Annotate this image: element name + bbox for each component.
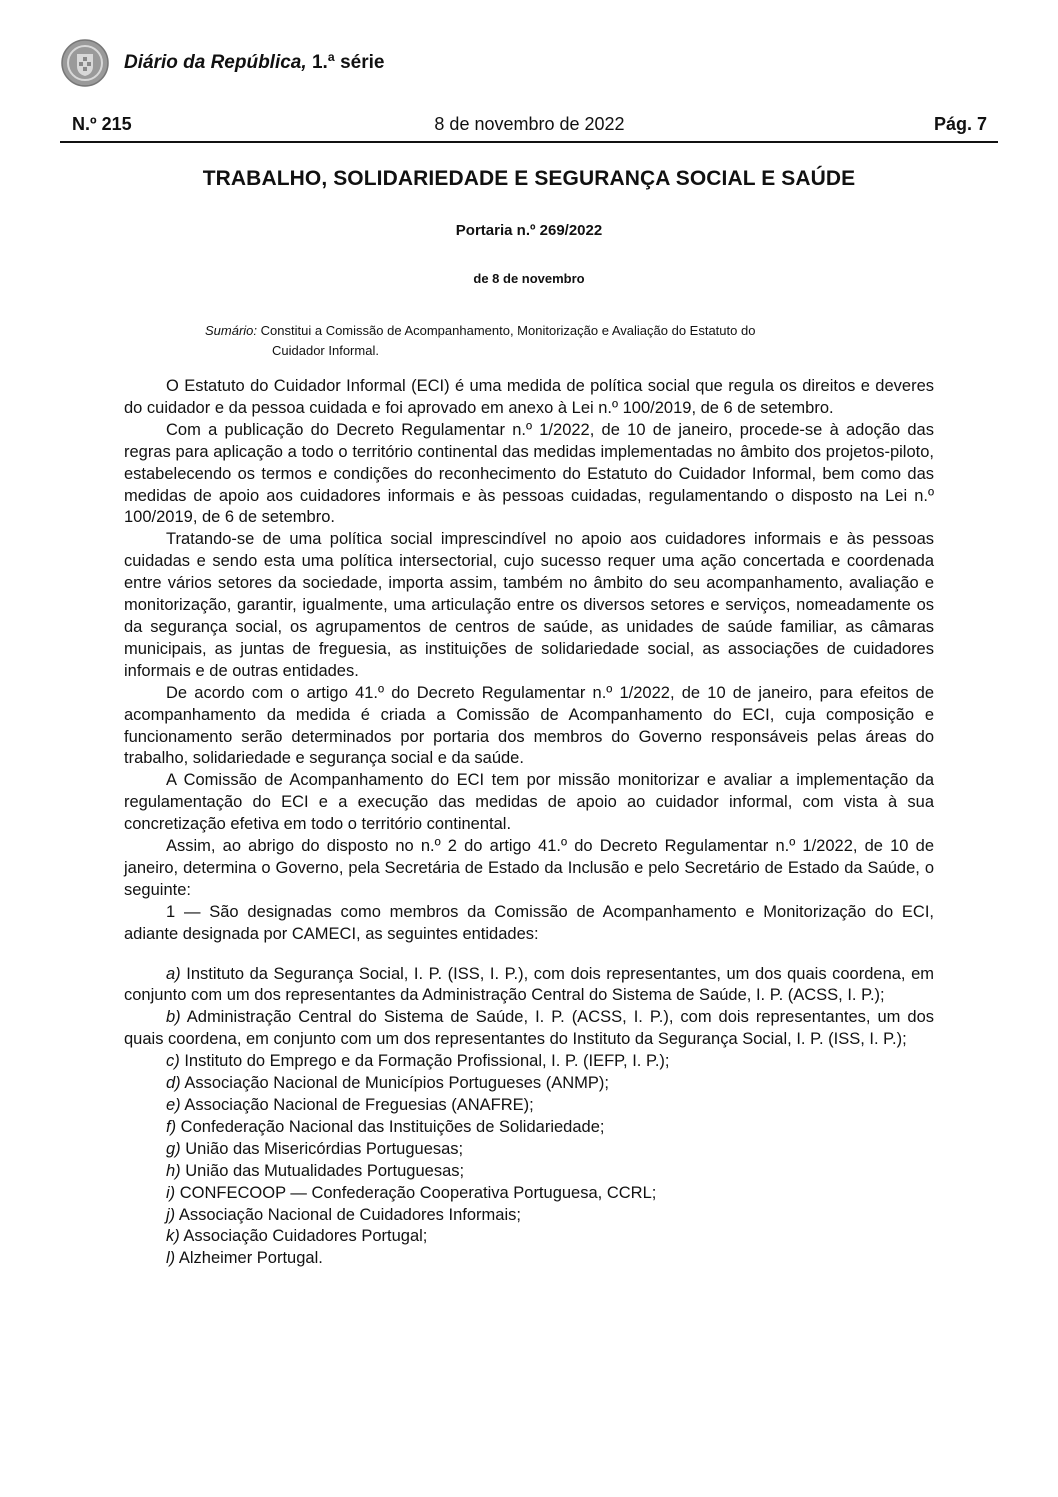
list-item-letter: h) <box>166 1161 181 1180</box>
list-item <box>124 964 934 1008</box>
paragraph: Assim, ao abrigo do disposto no n.º 2 do artigo 41.º do Decreto Regulamentar n.º 1/2022, de 10 de janeiro, determina o Governo, pela Secretária de Estado da Inclusão e pelo Secretário de Estado da Saúde, o seguinte: <box>124 837 934 899</box>
list-item-letter: d) <box>166 1074 181 1093</box>
list-item-text: Administração Central do Sistema de Saúde, I. P. (ACSS, I. P.), com dois representantes, um dos quais coordena, em conjunto com um dos representantes do Instituto da Segurança Social, I. P. (ISS, I. P.); <box>124 1008 934 1049</box>
paragraph: De acordo com o artigo 41.º do Decreto Regulamentar n.º 1/2022, de 10 de janeiro, para efeitos de acompanhamento da medida é criada a Comissão de Acompanhamento do ECI, cuja composição e funcionamento serão determinados por portaria dos membros do Governo responsáveis pelas áreas do trabalho, solidariedade e segurança social e da saúde. <box>124 683 934 768</box>
publication-name: Diário da República, <box>124 52 307 73</box>
list-item <box>124 1117 934 1139</box>
issue-date: 8 de novembro de 2022 <box>434 114 625 134</box>
list-item-text: Associação Nacional de Freguesias (ANAFRE); <box>180 1096 534 1114</box>
list-item-text: CONFECOOP — Confederação Cooperativa Portuguesa, CCRL; <box>175 1183 657 1202</box>
list-item <box>124 1139 934 1161</box>
list-item <box>124 1205 934 1227</box>
issue-number: N.º 215 <box>72 114 132 134</box>
paragraph: Tratando-se de uma política social imprescindível no apoio aos cuidadores informais e às pessoas cuidadas e sendo esta uma política intersectorial, cujo sucesso requer uma ação concertada e coordenada entre vários setores da sociedade, importa assim, também no âmbito do seu acompanhamento, avaliação e monitorização, garantir, igualmente, uma articulação entre os diversos setores e serviços, nomeadamente os da segurança social, os agrupamentos de centros de saúde, as unidades de saúde familiar, as câmaras municipais, as juntas de freguesia, as instituições de solidariedade social, as associações de cuidadores informais e de outras entidades. <box>124 530 934 680</box>
list-item <box>124 1183 934 1205</box>
coat-of-arms-emblem <box>60 38 110 88</box>
list-item-letter: i) <box>166 1183 176 1202</box>
summary-text-line-1: Constitui a Comissão de Acompanhamento, Monitorização e Avaliação do Estatuto do <box>260 323 756 338</box>
document-date: de 8 de novembro <box>473 271 585 286</box>
document-summary <box>205 321 865 361</box>
header-divider <box>60 141 998 143</box>
list-item-letter: c) <box>166 1052 180 1071</box>
document-body <box>124 376 934 1270</box>
summary-text-line-2: Cuidador Informal. <box>272 343 379 358</box>
publication-series: 1.ª série <box>311 52 385 73</box>
list-item <box>124 1248 934 1270</box>
list-item-text: União das Misericórdias Portuguesas; <box>180 1139 464 1158</box>
document-title: Portaria n.º 269/2022 <box>455 222 603 239</box>
list-item-letter: l) <box>166 1249 176 1268</box>
list-item-letter: g) <box>166 1139 181 1158</box>
paragraph: 1 — São designadas como membros da Comissão de Acompanhamento e Monitorização do ECI, adiante designada por CAMECI, as seguintes entidades: <box>124 902 934 943</box>
paragraph: Com a publicação do Decreto Regulamentar n.º 1/2022, de 10 de janeiro, procede-se à adoção das regras para aplicação a todo o território continental das medidas implementadas no âmbito dos projetos-piloto, estabelecendo os termos e condições do reconhecimento do Estatuto do Cuidador Informal, bem como das medidas de apoio aos cuidadores informais e às pessoas cuidadas, regulamentando o disposto na Lei n.º 100/2019, de 6 de setembro. <box>124 420 934 527</box>
list-item <box>124 1073 934 1095</box>
list-item <box>124 1161 934 1183</box>
summary-label: Sumário: <box>205 323 258 338</box>
list-item-text: Instituto da Segurança Social, I. P. (ISS, I. P.), com dois representantes, um dos quais coordena, em conjunto com um dos representantes da Administração Central do Sistema de Saúde, I. P. (ACSS, I. P.); <box>124 964 934 1005</box>
paragraph: O Estatuto do Cuidador Informal (ECI) é uma medida de política social que regula os direitos e deveres do cuidador e da pessoa cuidada e foi aprovado em anexo à Lei n.º 100/2019, de 6 de setembro. <box>124 377 934 417</box>
ministry-heading: TRABALHO, SOLIDARIEDADE E SEGURANÇA SOCIAL E SAÚDE <box>202 167 856 190</box>
list-item-letter: k) <box>166 1227 180 1246</box>
list-item-letter: b) <box>166 1008 181 1027</box>
list-item <box>124 1007 934 1051</box>
list-item-text: Alzheimer Portugal. <box>175 1249 323 1268</box>
list-item-text: União das Mutualidades Portuguesas; <box>180 1161 465 1180</box>
list-item-letter: e) <box>166 1096 181 1114</box>
list-item-letter: f) <box>166 1117 177 1136</box>
list-item-text: Confederação Nacional das Instituições de Solidariedade; <box>176 1117 605 1136</box>
masthead <box>60 38 384 88</box>
publication-title <box>124 52 384 74</box>
list-item-text: Instituto do Emprego e da Formação Profissional, I. P. (IEFP, I. P.); <box>179 1052 670 1071</box>
list-item-text: Associação Cuidadores Portugal; <box>179 1227 428 1246</box>
list-item <box>124 1095 934 1117</box>
list-item-text: Associação Nacional de Municípios Portugueses (ANMP); <box>180 1074 609 1093</box>
page-number: Pág. 7 <box>933 114 987 134</box>
list-item-letter: a) <box>166 964 181 983</box>
list-item-letter: j) <box>166 1205 176 1224</box>
entity-list <box>124 964 934 1271</box>
list-item <box>124 1051 934 1073</box>
paragraph: A Comissão de Acompanhamento do ECI tem por missão monitorizar e avaliar a implementação da regulamentação do ECI e a execução das medidas de apoio ao cuidador informal, com vista à sua concretização efetiva em todo o território continental. <box>124 771 934 834</box>
list-item-text: Associação Nacional de Cuidadores Informais; <box>175 1205 521 1224</box>
list-item <box>124 1226 934 1248</box>
